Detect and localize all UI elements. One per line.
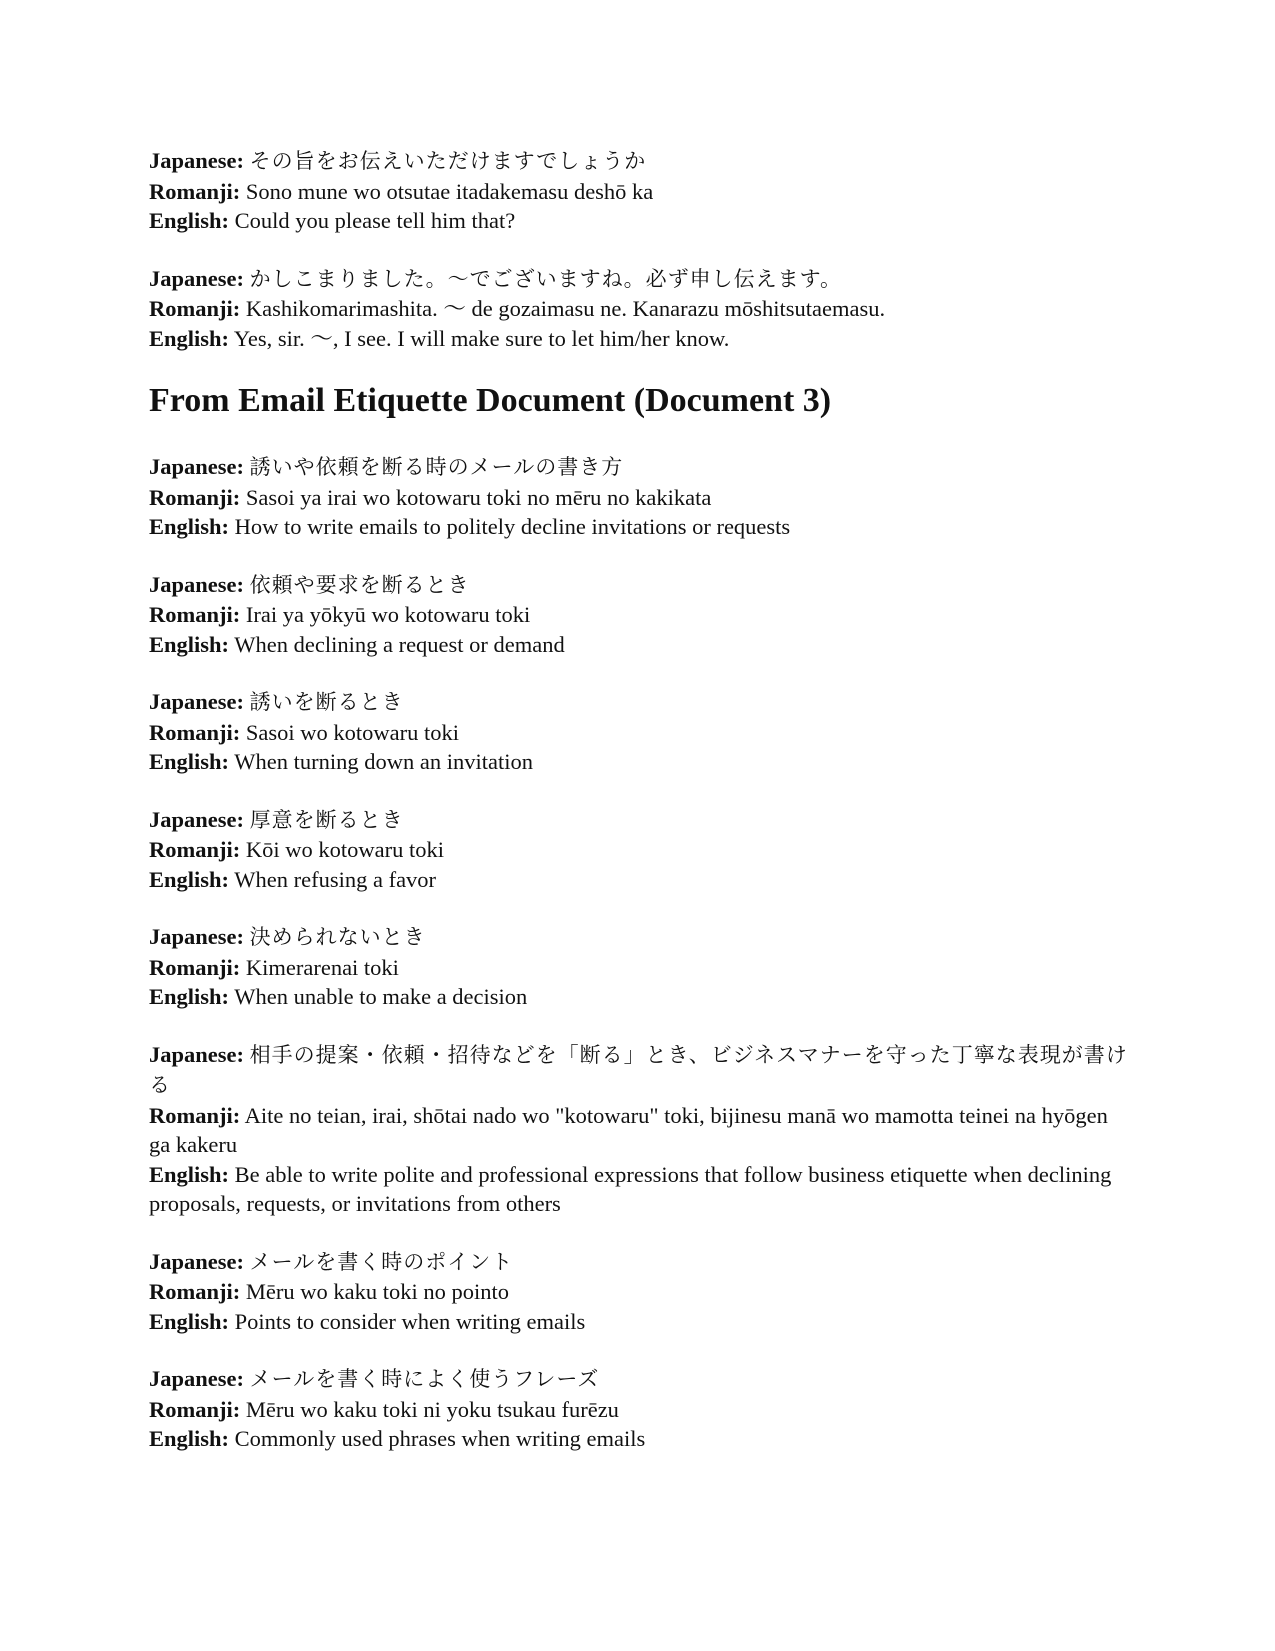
romanji-text: Kashikomarimashita. 〜 de gozaimasu ne. Kanarazu mōshitsutaemasu. — [245, 296, 886, 321]
english-label: English: — [149, 514, 230, 539]
japanese-text: 誘いを断るとき — [249, 690, 404, 714]
romanji-line — [149, 953, 1129, 983]
romanji-label: Romanji: — [149, 719, 241, 745]
romanji-label: Romanji: — [149, 484, 241, 510]
romanji-line — [149, 1277, 1129, 1307]
romanji-line — [149, 1101, 1129, 1160]
japanese-label: Japanese: — [149, 806, 244, 832]
english-label: English: — [149, 1308, 230, 1334]
english-line — [149, 982, 1129, 1012]
japanese-label: Japanese: — [149, 571, 244, 597]
japanese-line — [149, 570, 1129, 601]
english-label: English: — [149, 1161, 230, 1187]
phrase-entry — [149, 146, 1129, 236]
english-label: English: — [149, 325, 230, 351]
english-line — [149, 324, 1129, 354]
romanji-line — [149, 718, 1129, 748]
english-text: Yes, sir. 〜, I see. I will make sure to let him/her know. — [233, 325, 730, 351]
english-text: When refusing a favor — [234, 866, 437, 892]
japanese-label: Japanese: — [149, 148, 244, 173]
japanese-text: その旨をお伝えいただけますでしょうか — [249, 149, 647, 173]
english-line — [149, 206, 1129, 236]
japanese-label: Japanese: — [149, 454, 244, 479]
romanji-text: Kōi wo kotowaru toki — [245, 837, 444, 862]
romanji-text: Kimerarenai toki — [245, 954, 399, 980]
romanji-text: Mēru wo kaku toki no pointo — [245, 1279, 509, 1304]
document-page — [149, 146, 1129, 1482]
romanji-label: Romanji: — [149, 1102, 241, 1128]
romanji-label: Romanji: — [149, 178, 241, 204]
romanji-line — [149, 600, 1129, 630]
romanji-text: Mēru wo kaku toki ni yoku tsukau furēzu — [245, 1396, 619, 1422]
romanji-line — [149, 835, 1129, 865]
japanese-text: メールを書く時のポイント — [249, 1249, 514, 1274]
japanese-text: かしこまりました。〜でございますね。必ず申し伝えます。 — [249, 266, 842, 291]
japanese-label: Japanese: — [149, 1248, 244, 1274]
english-label: English: — [149, 749, 230, 774]
japanese-label: Japanese: — [149, 265, 244, 291]
english-line — [149, 1160, 1129, 1219]
japanese-label: Japanese: — [149, 1366, 244, 1391]
romanji-line — [149, 1395, 1129, 1425]
japanese-line — [149, 805, 1129, 836]
romanji-text: Sono mune wo otsutae itadakemasu deshō ka — [245, 178, 654, 204]
phrase-entry — [149, 1247, 1129, 1337]
romanji-line — [149, 294, 1129, 324]
english-label: English: — [149, 984, 230, 1009]
japanese-line — [149, 146, 1129, 177]
english-label: English: — [149, 208, 230, 233]
japanese-label: Japanese: — [149, 924, 244, 949]
english-label: English: — [149, 866, 230, 892]
english-text: How to write emails to politely decline invitations or requests — [234, 514, 791, 539]
english-line — [149, 865, 1129, 895]
phrase-entry — [149, 1364, 1129, 1454]
english-line — [149, 630, 1129, 660]
english-line — [149, 512, 1129, 542]
japanese-line — [149, 1247, 1129, 1278]
english-line — [149, 1424, 1129, 1454]
japanese-text: 厚意を断るとき — [249, 807, 404, 832]
romanji-text: Sasoi ya irai wo kotowaru toki no mēru no kakikata — [245, 484, 712, 510]
romanji-text: Sasoi wo kotowaru toki — [245, 719, 459, 745]
japanese-label: Japanese: — [149, 689, 244, 714]
japanese-text: 誘いや依頼を断る時のメールの書き方 — [249, 455, 624, 479]
romanji-label: Romanji: — [149, 1279, 241, 1304]
japanese-text: 相手の提案・依頼・招待などを「断る」とき、ビジネスマナーを守った丁寧な表現が書ける — [149, 1042, 1128, 1097]
phrase-entry — [149, 687, 1129, 777]
japanese-line — [149, 264, 1129, 295]
romanji-label: Romanji: — [149, 1396, 241, 1422]
romanji-label: Romanji: — [149, 837, 241, 862]
section-heading: From Email Etiquette Document (Document 3) — [149, 382, 832, 419]
japanese-text: メールを書く時によく使うフレーズ — [249, 1367, 600, 1391]
japanese-line — [149, 1040, 1129, 1101]
english-text: Commonly used phrases when writing emails — [234, 1426, 646, 1451]
romanji-label: Romanji: — [149, 954, 241, 980]
phrase-entry — [149, 452, 1129, 542]
japanese-line — [149, 452, 1129, 483]
japanese-text: 決められないとき — [249, 925, 426, 949]
romanji-label: Romanji: — [149, 296, 241, 321]
japanese-line — [149, 687, 1129, 718]
japanese-line — [149, 1364, 1129, 1395]
english-label: English: — [149, 1426, 230, 1451]
phrase-entry — [149, 922, 1129, 1012]
english-text: When unable to make a decision — [234, 984, 528, 1009]
phrase-entry — [149, 805, 1129, 895]
romanji-label: Romanji: — [149, 602, 241, 627]
english-line — [149, 1307, 1129, 1337]
english-text: When turning down an invitation — [234, 749, 533, 774]
romanji-line — [149, 483, 1129, 513]
english-line — [149, 747, 1129, 777]
english-text: Could you please tell him that? — [234, 208, 516, 233]
phrase-entry — [149, 1040, 1129, 1219]
english-text: Points to consider when writing emails — [234, 1308, 586, 1334]
romanji-text: Irai ya yōkyū wo kotowaru toki — [245, 602, 531, 627]
english-label: English: — [149, 631, 230, 657]
japanese-line — [149, 922, 1129, 953]
romanji-text: Aite no teian, irai, shōtai nado wo "kotowaru" toki, bijinesu manā wo mamotta teinei na hyōgen ga kakeru — [149, 1102, 1108, 1157]
japanese-label: Japanese: — [149, 1041, 244, 1067]
phrase-entry — [149, 264, 1129, 354]
english-text: Be able to write polite and professional expressions that follow business etiquette when declining proposals, requests, or invitations from others — [149, 1161, 1112, 1216]
english-text: When declining a request or demand — [234, 631, 565, 657]
japanese-text: 依頼や要求を断るとき — [249, 572, 470, 597]
phrase-entry — [149, 570, 1129, 660]
romanji-line — [149, 177, 1129, 207]
